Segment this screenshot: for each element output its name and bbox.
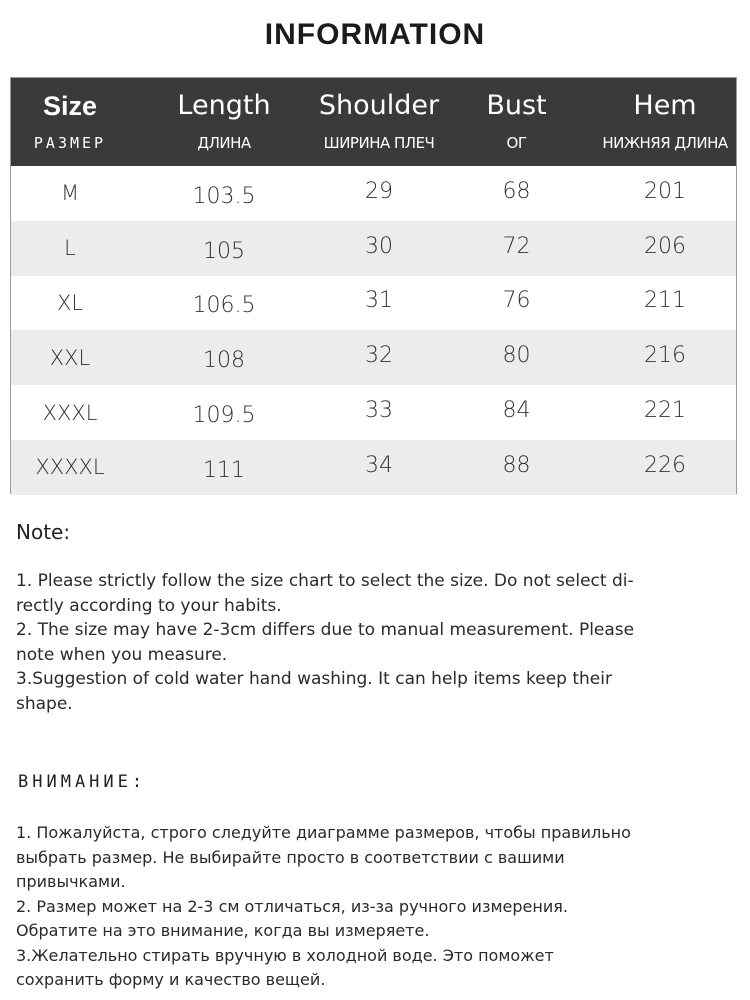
cell-hem: 226 (644, 452, 686, 478)
cell-shoulder: 29 (365, 178, 393, 204)
header-shoulder-ru: ШИРИНА ПЛЕЧ (323, 134, 435, 152)
note-line: 2. The size may have 2-3cm differs due to manual measurement. Please (16, 620, 635, 640)
note-line: note when you measure. (16, 644, 228, 665)
note-line: 3.Suggestion of cold water hand washing. It can help items keep their (16, 669, 612, 689)
header-length-en: Length (177, 90, 271, 121)
header-size-ru: РАЗМЕР (33, 134, 107, 152)
cell-hem: 206 (644, 233, 686, 259)
header-size-en: Size (42, 91, 98, 121)
header-hem-ru: НИЖНЯЯ ДЛИНА (602, 134, 728, 152)
ru-note-line: Обратите на это внимание, когда вы измеряете. (16, 921, 430, 940)
ru-note-line: привычками. (16, 872, 126, 891)
cell-size: XXL (49, 345, 91, 370)
table-row (11, 440, 736, 495)
cell-bust: 80 (502, 343, 531, 369)
cell-length: 111 (203, 457, 245, 483)
cell-bust: 68 (502, 178, 531, 204)
cell-length: 109.5 (192, 403, 256, 429)
cell-shoulder: 31 (365, 288, 393, 314)
cell-length: 105 (203, 238, 245, 264)
header-shoulder (319, 78, 439, 166)
header-hem (594, 78, 736, 166)
size-table (10, 77, 737, 494)
table-row (11, 166, 736, 221)
header-hem-en: Hem (633, 90, 697, 121)
ru-note-line: 2. Размер может на 2-3 см отличаться, из-за ручного измерения. (16, 896, 568, 916)
ru-note-line: выбрать размер. Не выбирайте просто в соответствии с вашими (16, 847, 565, 867)
header-size (11, 78, 129, 166)
cell-bust: 88 (502, 452, 531, 478)
cell-hem: 221 (644, 398, 686, 424)
note-line: 1. Please strictly follow the size chart to select the size. Do not select di- (16, 571, 634, 591)
header-bust-ru: ОГ (506, 134, 527, 152)
cell-size: XXXL (42, 400, 98, 425)
ru-note-line: сохранить форму и качество вещей. (16, 970, 326, 989)
cell-length: 103.5 (192, 183, 256, 209)
header-bust (439, 78, 594, 166)
cell-bust: 76 (502, 288, 531, 314)
ru-note-body (16, 821, 736, 993)
table-header (11, 78, 736, 166)
note-line: shape. (16, 693, 73, 714)
cell-shoulder: 32 (365, 343, 393, 369)
note-body (16, 569, 716, 716)
note-line: rectly according to your habits. (16, 595, 282, 616)
cell-hem: 216 (644, 343, 686, 369)
cell-shoulder: 34 (365, 452, 393, 478)
header-length-ru: ДЛИНА (197, 134, 251, 152)
cell-length: 106.5 (192, 293, 256, 319)
ru-note-line: 1. Пожалуйста, строго следуйте диаграмме размеров, чтобы правильно (16, 823, 631, 842)
cell-size: XXXXL (35, 455, 105, 480)
page-title: INFORMATION (264, 18, 486, 51)
cell-length: 108 (203, 348, 245, 374)
ru-note-heading: ВНИМАНИЕ: (18, 772, 147, 792)
cell-shoulder: 30 (365, 233, 393, 259)
table-row (11, 221, 736, 276)
cell-bust: 72 (502, 233, 531, 259)
note-heading: Note: (16, 520, 71, 544)
header-length (129, 78, 319, 166)
cell-size: L (64, 236, 76, 261)
table-row (11, 385, 736, 440)
cell-bust: 84 (502, 398, 531, 424)
cell-hem: 201 (644, 178, 686, 204)
table-row (11, 276, 736, 331)
cell-shoulder: 33 (365, 398, 393, 424)
table-row (11, 330, 736, 385)
cell-size: XL (56, 290, 84, 315)
ru-note-line: 3.Желательно стирать вручную в холодной воде. Это поможет (16, 945, 554, 965)
cell-size: M (60, 181, 80, 206)
header-bust-en: Bust (486, 90, 547, 121)
cell-hem: 211 (644, 288, 686, 314)
header-shoulder-en: Shoulder (318, 90, 440, 121)
